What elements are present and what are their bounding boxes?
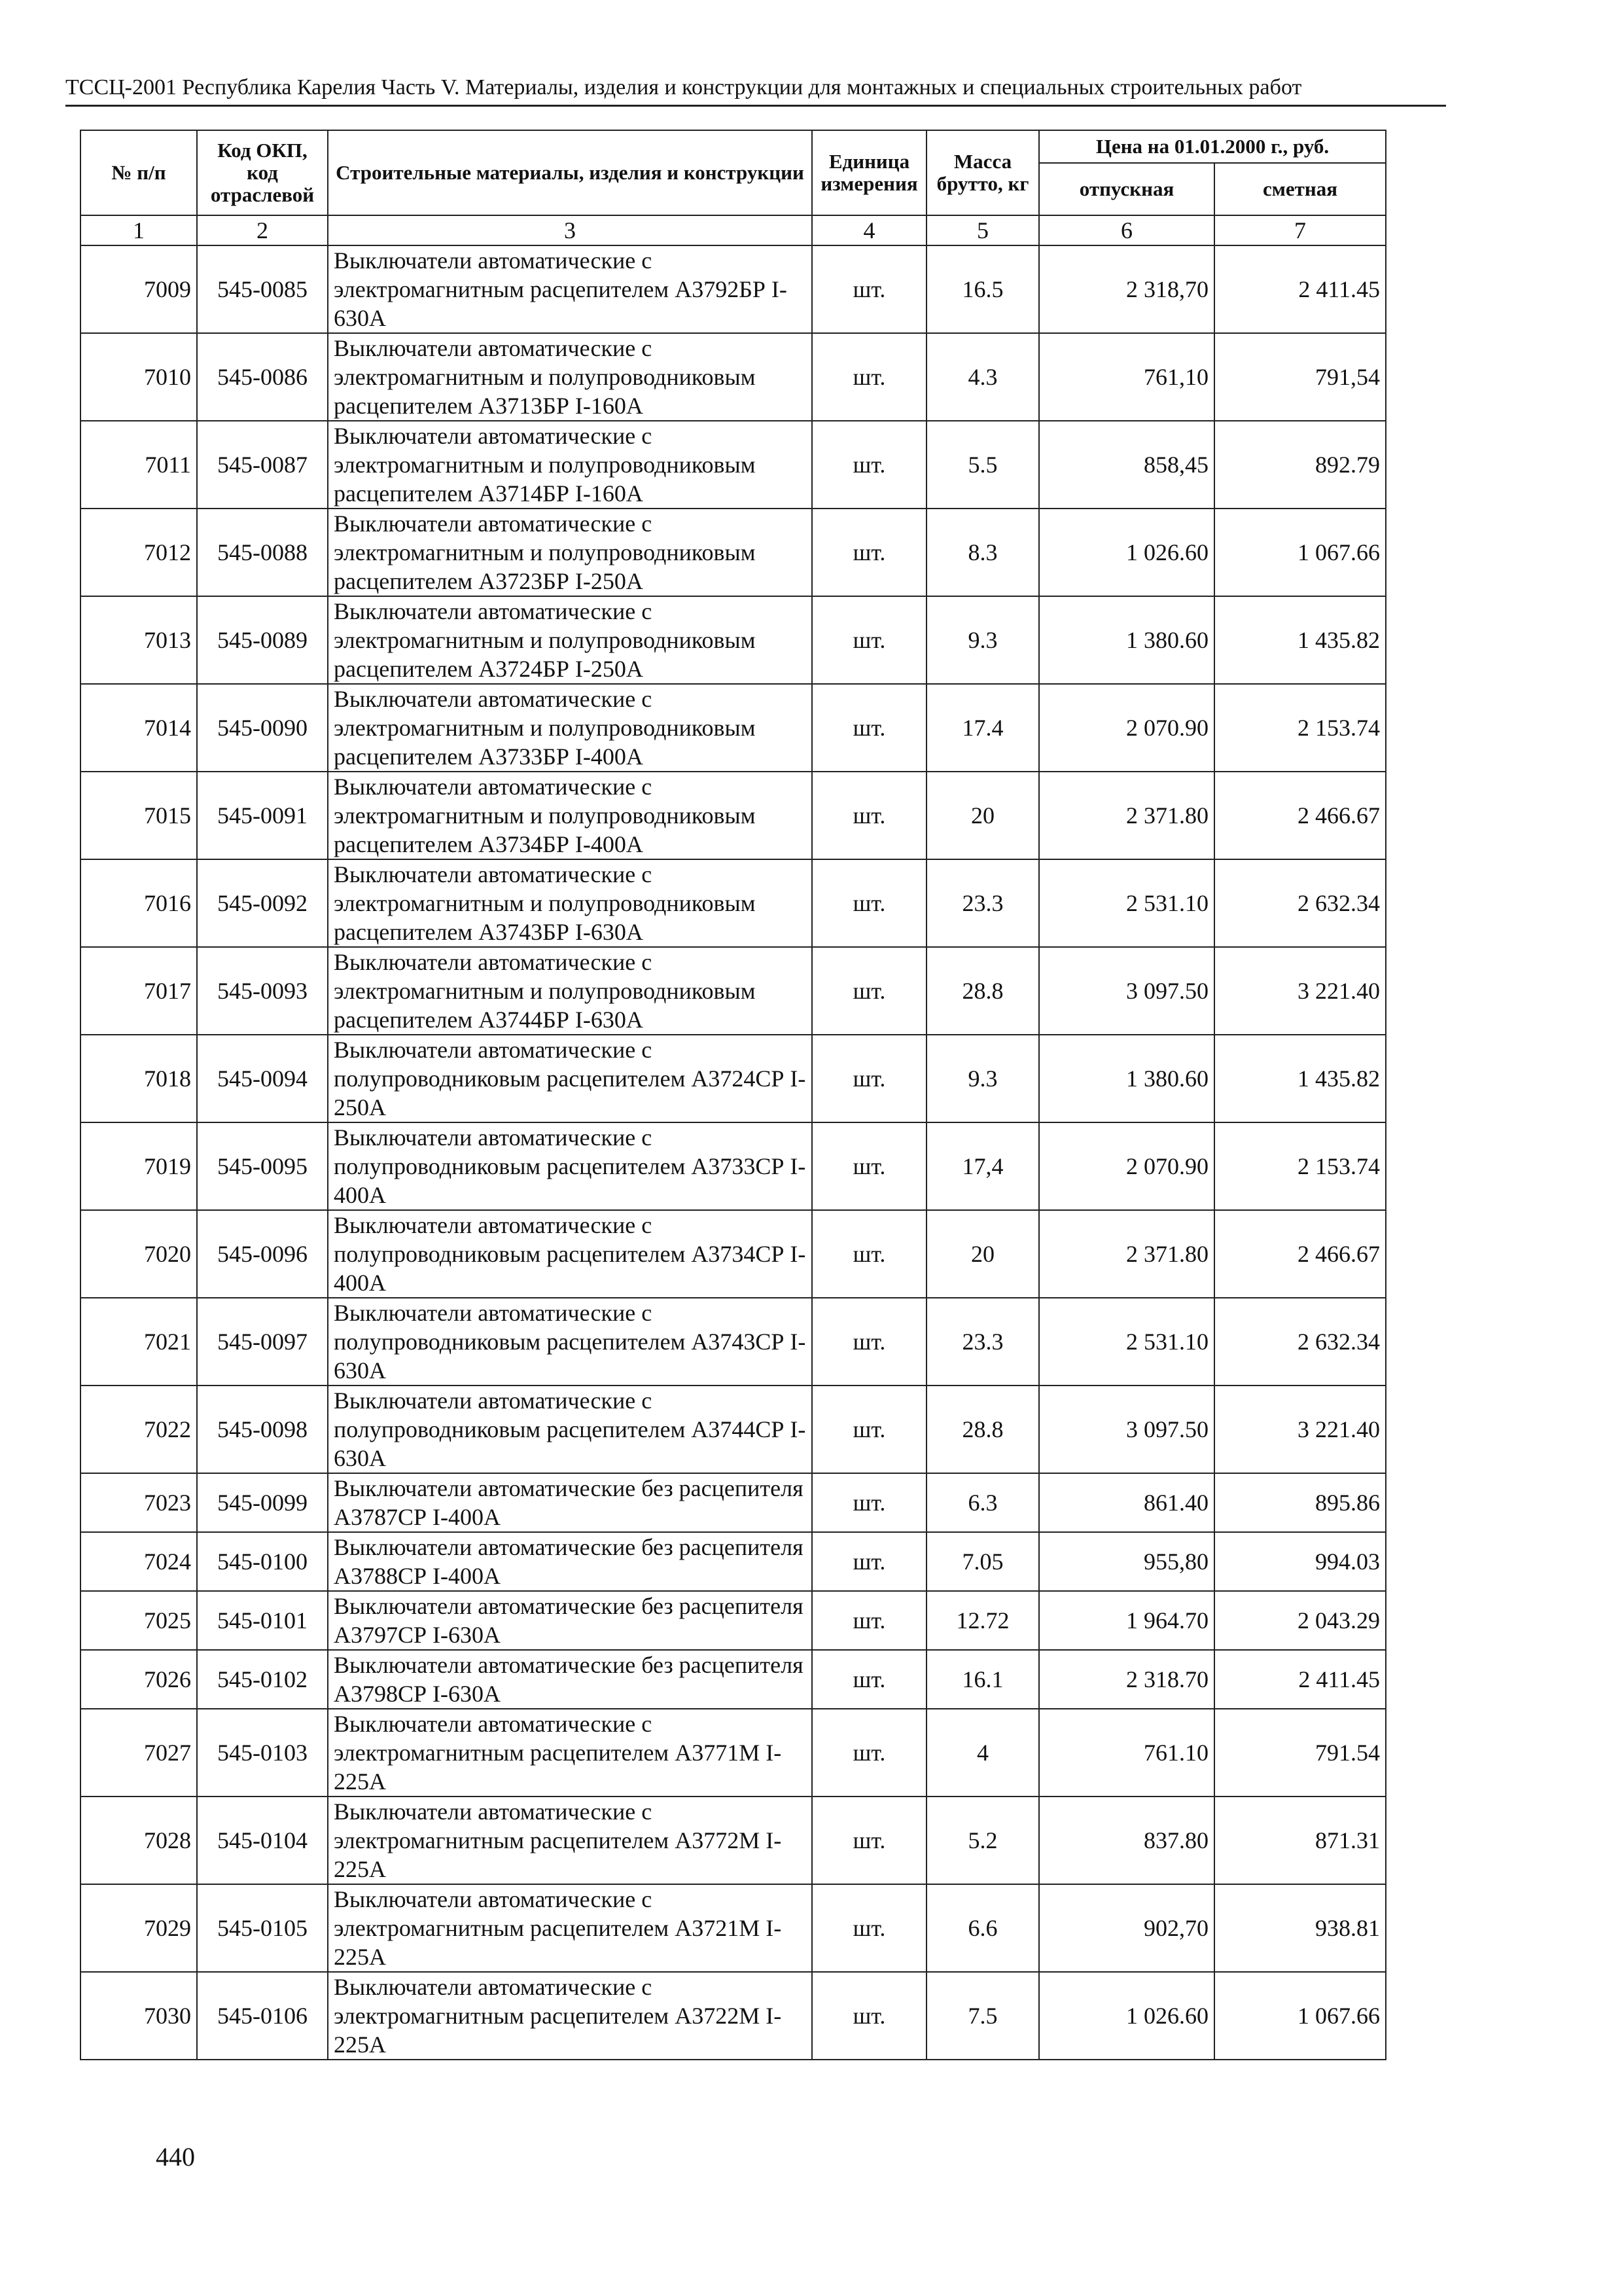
row-name: Выключатели автоматические с полупроводниковым расцепителем А3734СР I-400А bbox=[328, 1210, 812, 1298]
row-mass: 20 bbox=[927, 772, 1039, 859]
row-name: Выключатели автоматические с электромагнитным и полупроводниковым расцепителем А3724БР I-250А bbox=[328, 596, 812, 684]
row-mass: 9.3 bbox=[927, 596, 1039, 684]
row-unit: шт. bbox=[812, 1884, 927, 1972]
row-unit: шт. bbox=[812, 1797, 927, 1884]
row-number: 7023 bbox=[80, 1473, 197, 1532]
header-price-estimate: сметная bbox=[1214, 163, 1386, 215]
row-price-estimate: 938.81 bbox=[1214, 1884, 1386, 1972]
table-row bbox=[80, 1797, 1386, 1884]
row-unit: шт. bbox=[812, 421, 927, 509]
row-mass: 17,4 bbox=[927, 1122, 1039, 1210]
row-name: Выключатели автоматические с полупроводниковым расцепителем А3743СР I-630А bbox=[328, 1298, 812, 1386]
row-price-estimate: 994.03 bbox=[1214, 1532, 1386, 1591]
row-code: 545-0100 bbox=[197, 1532, 328, 1591]
row-price-release: 761,10 bbox=[1039, 333, 1214, 421]
row-price-release: 1 380.60 bbox=[1039, 596, 1214, 684]
row-name: Выключатели автоматические с электромагнитным расцепителем А3771М I-225А bbox=[328, 1709, 812, 1797]
table-row bbox=[80, 1035, 1386, 1122]
row-price-release: 858,45 bbox=[1039, 421, 1214, 509]
row-code: 545-0088 bbox=[197, 509, 328, 596]
row-mass: 5.5 bbox=[927, 421, 1039, 509]
row-number: 7018 bbox=[80, 1035, 197, 1122]
row-mass: 5.2 bbox=[927, 1797, 1039, 1884]
column-number: 5 bbox=[927, 215, 1039, 245]
row-unit: шт. bbox=[812, 1210, 927, 1298]
column-number: 3 bbox=[328, 215, 812, 245]
row-code: 545-0091 bbox=[197, 772, 328, 859]
table-row bbox=[80, 509, 1386, 596]
row-price-release: 2 531.10 bbox=[1039, 1298, 1214, 1386]
row-name: Выключатели автоматические с электромагнитным и полупроводниковым расцепителем А3723БР I-250А bbox=[328, 509, 812, 596]
row-code: 545-0104 bbox=[197, 1797, 328, 1884]
row-name: Выключатели автоматические с электромагнитным и полупроводниковым расцепителем А3743БР I-630А bbox=[328, 859, 812, 947]
row-name: Выключатели автоматические с электромагнитным и полупроводниковым расцепителем А3744БР I-630А bbox=[328, 947, 812, 1035]
row-unit: шт. bbox=[812, 1386, 927, 1473]
row-code: 545-0095 bbox=[197, 1122, 328, 1210]
row-mass: 9.3 bbox=[927, 1035, 1039, 1122]
row-code: 545-0094 bbox=[197, 1035, 328, 1122]
row-name: Выключатели автоматические с электромагнитным и полупроводниковым расцепителем А3734БР I-400А bbox=[328, 772, 812, 859]
row-price-estimate: 2 153.74 bbox=[1214, 1122, 1386, 1210]
row-price-estimate: 3 221.40 bbox=[1214, 947, 1386, 1035]
row-code: 545-0090 bbox=[197, 684, 328, 772]
row-price-release: 902,70 bbox=[1039, 1884, 1214, 1972]
table-row bbox=[80, 596, 1386, 684]
row-unit: шт. bbox=[812, 684, 927, 772]
table-row bbox=[80, 1473, 1386, 1532]
header-name: Строительные материалы, изделия и конструкции bbox=[328, 130, 812, 215]
row-price-estimate: 2 466.67 bbox=[1214, 1210, 1386, 1298]
page-number: 440 bbox=[156, 2142, 195, 2172]
table-row bbox=[80, 1298, 1386, 1386]
row-number: 7012 bbox=[80, 509, 197, 596]
row-name: Выключатели автоматические с электромагнитным расцепителем А3722М I-225А bbox=[328, 1972, 812, 2060]
row-price-release: 3 097.50 bbox=[1039, 1386, 1214, 1473]
row-number: 7013 bbox=[80, 596, 197, 684]
row-unit: шт. bbox=[812, 245, 927, 333]
row-number: 7014 bbox=[80, 684, 197, 772]
table-row bbox=[80, 1650, 1386, 1709]
row-price-release: 861.40 bbox=[1039, 1473, 1214, 1532]
row-code: 545-0087 bbox=[197, 421, 328, 509]
row-unit: шт. bbox=[812, 509, 927, 596]
row-price-estimate: 3 221.40 bbox=[1214, 1386, 1386, 1473]
row-mass: 4 bbox=[927, 1709, 1039, 1797]
row-number: 7028 bbox=[80, 1797, 197, 1884]
row-mass: 6.6 bbox=[927, 1884, 1039, 1972]
row-name: Выключатели автоматические с полупроводниковым расцепителем А3724СР I-250А bbox=[328, 1035, 812, 1122]
row-mass: 4.3 bbox=[927, 333, 1039, 421]
table-row bbox=[80, 1532, 1386, 1591]
table-row bbox=[80, 1386, 1386, 1473]
row-unit: шт. bbox=[812, 1532, 927, 1591]
row-name: Выключатели автоматические с электромагнитным расцепителем А3772М I-225А bbox=[328, 1797, 812, 1884]
row-number: 7024 bbox=[80, 1532, 197, 1591]
row-mass: 16.5 bbox=[927, 245, 1039, 333]
table-row bbox=[80, 1122, 1386, 1210]
row-name: Выключатели автоматические без расцепителя А3788СР I-400А bbox=[328, 1532, 812, 1591]
row-code: 545-0099 bbox=[197, 1473, 328, 1532]
table-row bbox=[80, 1591, 1386, 1650]
table-row bbox=[80, 947, 1386, 1035]
row-price-estimate: 2 153.74 bbox=[1214, 684, 1386, 772]
row-code: 545-0092 bbox=[197, 859, 328, 947]
header-num: № п/п bbox=[80, 130, 197, 215]
row-price-release: 955,80 bbox=[1039, 1532, 1214, 1591]
row-price-release: 3 097.50 bbox=[1039, 947, 1214, 1035]
column-number: 4 bbox=[812, 215, 927, 245]
row-mass: 28.8 bbox=[927, 947, 1039, 1035]
row-mass: 12.72 bbox=[927, 1591, 1039, 1650]
header-unit: Единица измерения bbox=[812, 130, 927, 215]
column-number: 7 bbox=[1214, 215, 1386, 245]
header-mass: Масса брутто, кг bbox=[927, 130, 1039, 215]
column-number-row bbox=[80, 215, 1386, 245]
row-name: Выключатели автоматические с электромагнитным и полупроводниковым расцепителем А3714БР I-160А bbox=[328, 421, 812, 509]
row-mass: 7.5 bbox=[927, 1972, 1039, 2060]
row-number: 7026 bbox=[80, 1650, 197, 1709]
row-unit: шт. bbox=[812, 1650, 927, 1709]
row-unit: шт. bbox=[812, 772, 927, 859]
materials-table bbox=[80, 130, 1386, 2060]
row-name: Выключатели автоматические с полупроводниковым расцепителем А3744СР I-630А bbox=[328, 1386, 812, 1473]
row-price-release: 2 070.90 bbox=[1039, 1122, 1214, 1210]
row-code: 545-0103 bbox=[197, 1709, 328, 1797]
row-code: 545-0086 bbox=[197, 333, 328, 421]
row-mass: 28.8 bbox=[927, 1386, 1039, 1473]
row-price-estimate: 1 435.82 bbox=[1214, 1035, 1386, 1122]
row-number: 7022 bbox=[80, 1386, 197, 1473]
row-code: 545-0093 bbox=[197, 947, 328, 1035]
row-price-estimate: 791,54 bbox=[1214, 333, 1386, 421]
row-code: 545-0097 bbox=[197, 1298, 328, 1386]
table-row bbox=[80, 859, 1386, 947]
row-price-estimate: 895.86 bbox=[1214, 1473, 1386, 1532]
row-unit: шт. bbox=[812, 1591, 927, 1650]
row-name: Выключатели автоматические без расцепителя А3787СР I-400А bbox=[328, 1473, 812, 1532]
row-unit: шт. bbox=[812, 1709, 927, 1797]
row-code: 545-0096 bbox=[197, 1210, 328, 1298]
row-unit: шт. bbox=[812, 1972, 927, 2060]
row-code: 545-0089 bbox=[197, 596, 328, 684]
row-price-release: 2 318.70 bbox=[1039, 1650, 1214, 1709]
row-number: 7017 bbox=[80, 947, 197, 1035]
row-mass: 23.3 bbox=[927, 859, 1039, 947]
header-price-group: Цена на 01.01.2000 г., руб. bbox=[1039, 130, 1386, 163]
row-name: Выключатели автоматические с электромагнитным расцепителем А3792БР I-630А bbox=[328, 245, 812, 333]
column-number: 1 bbox=[80, 215, 197, 245]
row-code: 545-0102 bbox=[197, 1650, 328, 1709]
row-name: Выключатели автоматические без расцепителя А3797СР I-630А bbox=[328, 1591, 812, 1650]
column-number: 6 bbox=[1039, 215, 1214, 245]
row-mass: 17.4 bbox=[927, 684, 1039, 772]
row-name: Выключатели автоматические с электромагнитным расцепителем А3721М I-225А bbox=[328, 1884, 812, 1972]
row-price-release: 1 026.60 bbox=[1039, 509, 1214, 596]
row-code: 545-0101 bbox=[197, 1591, 328, 1650]
row-mass: 6.3 bbox=[927, 1473, 1039, 1532]
column-number: 2 bbox=[197, 215, 328, 245]
row-name: Выключатели автоматические без расцепителя А3798СР I-630А bbox=[328, 1650, 812, 1709]
row-unit: шт. bbox=[812, 596, 927, 684]
page-header: ТССЦ-2001 Республика Карелия Часть V. Материалы, изделия и конструкции для монтажных и специальных строительных работ bbox=[65, 73, 1446, 107]
row-price-estimate: 871.31 bbox=[1214, 1797, 1386, 1884]
row-number: 7020 bbox=[80, 1210, 197, 1298]
row-code: 545-0085 bbox=[197, 245, 328, 333]
row-unit: шт. bbox=[812, 333, 927, 421]
row-price-release: 837.80 bbox=[1039, 1797, 1214, 1884]
row-unit: шт. bbox=[812, 1473, 927, 1532]
row-number: 7009 bbox=[80, 245, 197, 333]
row-price-estimate: 791.54 bbox=[1214, 1709, 1386, 1797]
row-mass: 7.05 bbox=[927, 1532, 1039, 1591]
table-row bbox=[80, 421, 1386, 509]
row-unit: шт. bbox=[812, 1298, 927, 1386]
table-row bbox=[80, 1884, 1386, 1972]
row-price-release: 1 026.60 bbox=[1039, 1972, 1214, 2060]
row-price-estimate: 1 435.82 bbox=[1214, 596, 1386, 684]
header-code: Код ОКП, код отраслевой bbox=[197, 130, 328, 215]
row-number: 7010 bbox=[80, 333, 197, 421]
row-price-release: 1 964.70 bbox=[1039, 1591, 1214, 1650]
row-number: 7030 bbox=[80, 1972, 197, 2060]
row-unit: шт. bbox=[812, 1122, 927, 1210]
row-price-release: 2 531.10 bbox=[1039, 859, 1214, 947]
row-number: 7019 bbox=[80, 1122, 197, 1210]
row-mass: 8.3 bbox=[927, 509, 1039, 596]
row-price-estimate: 2 632.34 bbox=[1214, 1298, 1386, 1386]
row-price-estimate: 2 043.29 bbox=[1214, 1591, 1386, 1650]
row-price-release: 2 070.90 bbox=[1039, 684, 1214, 772]
row-price-release: 2 318,70 bbox=[1039, 245, 1214, 333]
header-price-release: отпускная bbox=[1039, 163, 1214, 215]
row-number: 7011 bbox=[80, 421, 197, 509]
row-number: 7021 bbox=[80, 1298, 197, 1386]
row-number: 7027 bbox=[80, 1709, 197, 1797]
row-name: Выключатели автоматические с электромагнитным и полупроводниковым расцепителем А3733БР I-400А bbox=[328, 684, 812, 772]
row-unit: шт. bbox=[812, 1035, 927, 1122]
table-row bbox=[80, 1972, 1386, 2060]
row-price-release: 2 371.80 bbox=[1039, 1210, 1214, 1298]
row-code: 545-0105 bbox=[197, 1884, 328, 1972]
row-price-release: 1 380.60 bbox=[1039, 1035, 1214, 1122]
table-row bbox=[80, 1709, 1386, 1797]
row-code: 545-0098 bbox=[197, 1386, 328, 1473]
row-mass: 23.3 bbox=[927, 1298, 1039, 1386]
table-row bbox=[80, 245, 1386, 333]
row-unit: шт. bbox=[812, 947, 927, 1035]
row-mass: 16.1 bbox=[927, 1650, 1039, 1709]
row-name: Выключатели автоматические с полупроводниковым расцепителем А3733СР I-400А bbox=[328, 1122, 812, 1210]
row-mass: 20 bbox=[927, 1210, 1039, 1298]
row-price-estimate: 2 632.34 bbox=[1214, 859, 1386, 947]
row-unit: шт. bbox=[812, 859, 927, 947]
row-code: 545-0106 bbox=[197, 1972, 328, 2060]
table-row bbox=[80, 684, 1386, 772]
row-price-estimate: 892.79 bbox=[1214, 421, 1386, 509]
row-name: Выключатели автоматические с электромагнитным и полупроводниковым расцепителем А3713БР I-160А bbox=[328, 333, 812, 421]
row-price-estimate: 1 067.66 bbox=[1214, 1972, 1386, 2060]
row-price-estimate: 2 466.67 bbox=[1214, 772, 1386, 859]
row-number: 7016 bbox=[80, 859, 197, 947]
row-number: 7015 bbox=[80, 772, 197, 859]
row-number: 7025 bbox=[80, 1591, 197, 1650]
row-price-release: 2 371.80 bbox=[1039, 772, 1214, 859]
row-price-estimate: 1 067.66 bbox=[1214, 509, 1386, 596]
row-price-estimate: 2 411.45 bbox=[1214, 245, 1386, 333]
table-row bbox=[80, 772, 1386, 859]
table-row bbox=[80, 333, 1386, 421]
row-price-estimate: 2 411.45 bbox=[1214, 1650, 1386, 1709]
table-row bbox=[80, 1210, 1386, 1298]
row-number: 7029 bbox=[80, 1884, 197, 1972]
row-price-release: 761.10 bbox=[1039, 1709, 1214, 1797]
